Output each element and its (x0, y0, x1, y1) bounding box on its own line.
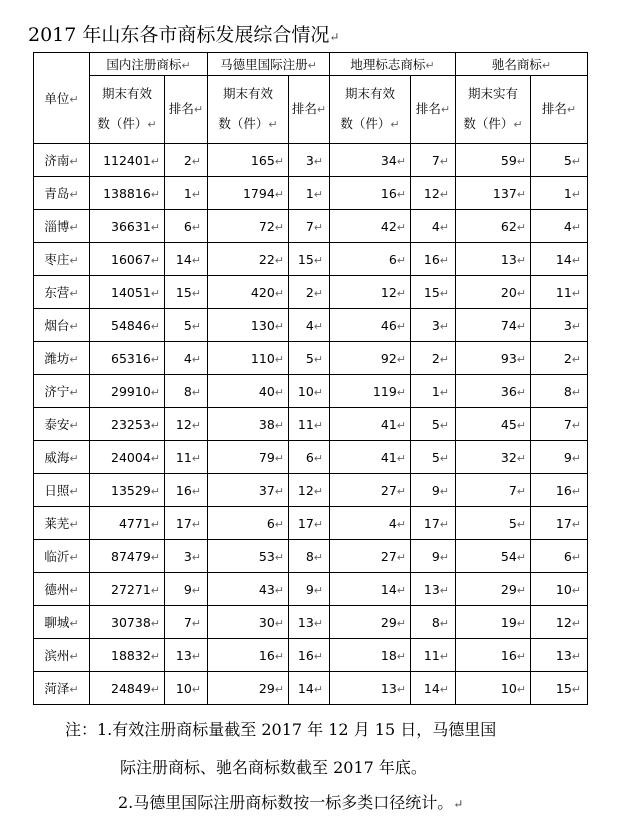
value-cell: 32↵ (456, 441, 531, 474)
value-cell: 13↵ (330, 672, 411, 705)
value-cell: 4↵ (411, 210, 456, 243)
value-cell: 40↵ (208, 375, 289, 408)
value-cell: 2↵ (165, 144, 208, 177)
value-cell: 36631↵ (90, 210, 165, 243)
value-cell: 79↵ (208, 441, 289, 474)
table-row (34, 375, 588, 408)
value-cell: 112401↵ (90, 144, 165, 177)
value-cell: 2↵ (411, 342, 456, 375)
value-cell: 23253↵ (90, 408, 165, 441)
city-cell: 临沂↵ (34, 540, 90, 573)
value-cell: 12↵ (531, 606, 588, 639)
value-cell: 3↵ (531, 309, 588, 342)
value-cell: 7↵ (411, 144, 456, 177)
value-cell: 16↵ (531, 474, 588, 507)
value-cell: 54846↵ (90, 309, 165, 342)
value-cell: 19↵ (456, 606, 531, 639)
value-cell: 10↵ (165, 672, 208, 705)
value-cell: 29↵ (330, 606, 411, 639)
value-cell: 13↵ (411, 573, 456, 606)
value-cell: 74↵ (456, 309, 531, 342)
value-cell: 10↵ (289, 375, 330, 408)
table-row (34, 507, 588, 540)
value-cell: 30738↵ (90, 606, 165, 639)
value-cell: 1↵ (411, 375, 456, 408)
group-header: 地理标志商标↵ (330, 53, 456, 76)
table-row (34, 276, 588, 309)
value-cell: 7↵ (531, 408, 588, 441)
city-cell: 威海↵ (34, 441, 90, 474)
value-cell: 27↵ (330, 474, 411, 507)
city-cell: 菏泽↵ (34, 672, 90, 705)
value-cell: 27271↵ (90, 573, 165, 606)
table-row (34, 243, 588, 276)
value-cell: 130↵ (208, 309, 289, 342)
table-row (34, 573, 588, 606)
value-cell: 15↵ (289, 243, 330, 276)
value-cell: 9↵ (165, 573, 208, 606)
value-cell: 119↵ (330, 375, 411, 408)
value-cell: 9↵ (531, 441, 588, 474)
value-cell: 13↵ (289, 606, 330, 639)
value-cell: 6↵ (330, 243, 411, 276)
value-cell: 5↵ (411, 408, 456, 441)
value-cell: 16↵ (330, 177, 411, 210)
value-cell: 42↵ (330, 210, 411, 243)
value-cell: 2↵ (531, 342, 588, 375)
sub-header: 排名↵ (411, 76, 456, 144)
value-cell: 53↵ (208, 540, 289, 573)
value-cell: 4↵ (165, 342, 208, 375)
table-row (34, 639, 588, 672)
value-cell: 9↵ (411, 474, 456, 507)
table-row (34, 540, 588, 573)
value-cell: 14↵ (531, 243, 588, 276)
value-cell: 8↵ (411, 606, 456, 639)
value-cell: 41↵ (330, 441, 411, 474)
value-cell: 54↵ (456, 540, 531, 573)
table-row (34, 672, 588, 705)
table-row (34, 342, 588, 375)
value-cell: 1↵ (531, 177, 588, 210)
value-cell: 138816↵ (90, 177, 165, 210)
sub-header: 排名↵ (289, 76, 330, 144)
value-cell: 13↵ (165, 639, 208, 672)
city-cell: 东营↵ (34, 276, 90, 309)
value-cell: 72↵ (208, 210, 289, 243)
value-cell: 110↵ (208, 342, 289, 375)
value-cell: 8↵ (289, 540, 330, 573)
value-cell: 41↵ (330, 408, 411, 441)
group-header: 马德里国际注册↵ (208, 53, 330, 76)
value-cell: 43↵ (208, 573, 289, 606)
table-row (34, 474, 588, 507)
value-cell: 37↵ (208, 474, 289, 507)
value-cell: 6↵ (531, 540, 588, 573)
value-cell: 5↵ (289, 342, 330, 375)
city-cell: 潍坊↵ (34, 342, 90, 375)
value-cell: 4771↵ (90, 507, 165, 540)
value-cell: 15↵ (411, 276, 456, 309)
value-cell: 18↵ (330, 639, 411, 672)
value-cell: 4↵ (330, 507, 411, 540)
city-cell: 枣庄↵ (34, 243, 90, 276)
sub-header: 期末实有 数（件）↵ (456, 76, 531, 144)
value-cell: 6↵ (208, 507, 289, 540)
value-cell: 27↵ (330, 540, 411, 573)
table-row (34, 210, 588, 243)
value-cell: 3↵ (289, 144, 330, 177)
value-cell: 5↵ (531, 144, 588, 177)
value-cell: 8↵ (165, 375, 208, 408)
value-cell: 16067↵ (90, 243, 165, 276)
group-header: 国内注册商标↵ (90, 53, 208, 76)
value-cell: 11↵ (531, 276, 588, 309)
value-cell: 29↵ (208, 672, 289, 705)
value-cell: 46↵ (330, 309, 411, 342)
city-cell: 日照↵ (34, 474, 90, 507)
value-cell: 17↵ (165, 507, 208, 540)
value-cell: 16↵ (208, 639, 289, 672)
value-cell: 62↵ (456, 210, 531, 243)
value-cell: 12↵ (330, 276, 411, 309)
value-cell: 14051↵ (90, 276, 165, 309)
city-cell: 济宁↵ (34, 375, 90, 408)
table-row (34, 606, 588, 639)
value-cell: 11↵ (165, 441, 208, 474)
city-cell: 德州↵ (34, 573, 90, 606)
group-header: 驰名商标↵ (456, 53, 588, 76)
city-cell: 滨州↵ (34, 639, 90, 672)
unit-header: 单位↵ (34, 53, 90, 144)
table-row (34, 177, 588, 210)
city-cell: 聊城↵ (34, 606, 90, 639)
note-line-2: 际注册商标、驰名商标数截至 2017 年底。 (120, 758, 427, 777)
value-cell: 24004↵ (90, 441, 165, 474)
value-cell: 5↵ (165, 309, 208, 342)
value-cell: 12↵ (165, 408, 208, 441)
value-cell: 17↵ (531, 507, 588, 540)
value-cell: 11↵ (289, 408, 330, 441)
value-cell: 59↵ (456, 144, 531, 177)
header-row-group (34, 53, 588, 76)
value-cell: 12↵ (411, 177, 456, 210)
value-cell: 16↵ (165, 474, 208, 507)
value-cell: 1794↵ (208, 177, 289, 210)
value-cell: 15↵ (531, 672, 588, 705)
value-cell: 87479↵ (90, 540, 165, 573)
note-line-1: 注：1.有效注册商标量截至 2017 年 12 月 15 日，马德里国 (65, 720, 497, 739)
sub-header: 排名↵ (165, 76, 208, 144)
value-cell: 13↵ (456, 243, 531, 276)
value-cell: 36↵ (456, 375, 531, 408)
value-cell: 1↵ (289, 177, 330, 210)
city-cell: 莱芜↵ (34, 507, 90, 540)
value-cell: 17↵ (411, 507, 456, 540)
value-cell: 65316↵ (90, 342, 165, 375)
value-cell: 34↵ (330, 144, 411, 177)
value-cell: 12↵ (289, 474, 330, 507)
value-cell: 13529↵ (90, 474, 165, 507)
value-cell: 7↵ (165, 606, 208, 639)
value-cell: 6↵ (165, 210, 208, 243)
value-cell: 45↵ (456, 408, 531, 441)
value-cell: 4↵ (531, 210, 588, 243)
city-cell: 烟台↵ (34, 309, 90, 342)
note-line-3: 2.马德里国际注册商标数按一标多类口径统计。↵ (118, 793, 464, 812)
value-cell: 9↵ (411, 540, 456, 573)
table-row (34, 144, 588, 177)
stats-table (33, 52, 588, 705)
table-row (34, 408, 588, 441)
table-row (34, 309, 588, 342)
value-cell: 14↵ (411, 672, 456, 705)
value-cell: 92↵ (330, 342, 411, 375)
value-cell: 137↵ (456, 177, 531, 210)
city-cell: 淄博↵ (34, 210, 90, 243)
value-cell: 7↵ (289, 210, 330, 243)
sub-header: 排名↵ (531, 76, 588, 144)
value-cell: 13↵ (531, 639, 588, 672)
value-cell: 18832↵ (90, 639, 165, 672)
value-cell: 5↵ (411, 441, 456, 474)
value-cell: 5↵ (456, 507, 531, 540)
value-cell: 3↵ (165, 540, 208, 573)
value-cell: 17↵ (289, 507, 330, 540)
value-cell: 29910↵ (90, 375, 165, 408)
header-row-sub (34, 76, 588, 144)
value-cell: 420↵ (208, 276, 289, 309)
value-cell: 20↵ (456, 276, 531, 309)
value-cell: 24849↵ (90, 672, 165, 705)
sub-header: 期末有效 数（件）↵ (90, 76, 165, 144)
value-cell: 14↵ (289, 672, 330, 705)
sub-header: 期末有效 数（件）↵ (208, 76, 289, 144)
city-cell: 泰安↵ (34, 408, 90, 441)
city-cell: 青岛↵ (34, 177, 90, 210)
value-cell: 10↵ (456, 672, 531, 705)
city-cell: 济南↵ (34, 144, 90, 177)
value-cell: 14↵ (165, 243, 208, 276)
value-cell: 4↵ (289, 309, 330, 342)
value-cell: 2↵ (289, 276, 330, 309)
value-cell: 8↵ (531, 375, 588, 408)
value-cell: 15↵ (165, 276, 208, 309)
table-row (34, 441, 588, 474)
value-cell: 30↵ (208, 606, 289, 639)
value-cell: 9↵ (289, 573, 330, 606)
value-cell: 22↵ (208, 243, 289, 276)
value-cell: 93↵ (456, 342, 531, 375)
value-cell: 16↵ (411, 243, 456, 276)
value-cell: 1↵ (165, 177, 208, 210)
value-cell: 16↵ (456, 639, 531, 672)
value-cell: 29↵ (456, 573, 531, 606)
value-cell: 38↵ (208, 408, 289, 441)
value-cell: 7↵ (456, 474, 531, 507)
value-cell: 16↵ (289, 639, 330, 672)
value-cell: 11↵ (411, 639, 456, 672)
sub-header: 期末有效 数（件）↵ (330, 76, 411, 144)
value-cell: 14↵ (330, 573, 411, 606)
value-cell: 10↵ (531, 573, 588, 606)
page-title: 2017 年山东各市商标发展综合情况↵ (28, 24, 340, 46)
value-cell: 6↵ (289, 441, 330, 474)
value-cell: 165↵ (208, 144, 289, 177)
value-cell: 3↵ (411, 309, 456, 342)
